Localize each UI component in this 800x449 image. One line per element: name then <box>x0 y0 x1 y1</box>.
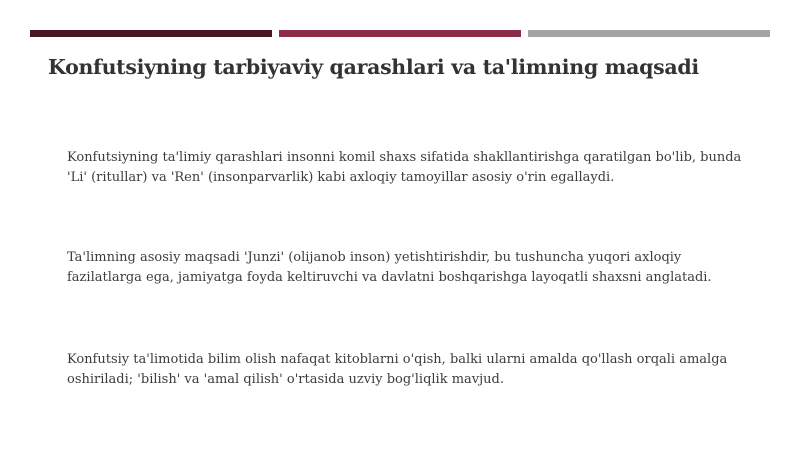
body-paragraph-2: Ta'limning asosiy maqsadi 'Junzi' (olijanob inson) yetishtirishdir, bu tushuncha yuqori axloqiy fazilatlarga ega, jamiyatga foyda keltiruvchi va davlatni boshqarishga layoqatli shaxsni anglatadi. <box>67 250 712 285</box>
header-bar-middle <box>279 30 521 37</box>
body-paragraph-3: Konfutsiy ta'limotida bilim olish nafaqat kitoblarni o'qish, balki ularni amalda qo'llash orqali amalga oshiriladi; 'bilish' va 'amal qilish' o'rtasida uzviy bog'liqlik mavjud. <box>67 352 728 387</box>
slide-title: Konfutsiyning tarbiyaviy qarashlari va ta'limning maqsadi <box>48 55 699 79</box>
body-paragraph-1: Konfutsiyning ta'limiy qarashlari insonni komil shaxs sifatida shakllantirishga qaratilgan bo'lib, bunda 'Li' (ritullar) va 'Ren' (insonparvarlik) kabi axloqiy tamoyillar asosiy o'rin egallaydi. <box>67 150 742 185</box>
header-bar-right <box>528 30 770 37</box>
header-bar-left <box>30 30 272 37</box>
